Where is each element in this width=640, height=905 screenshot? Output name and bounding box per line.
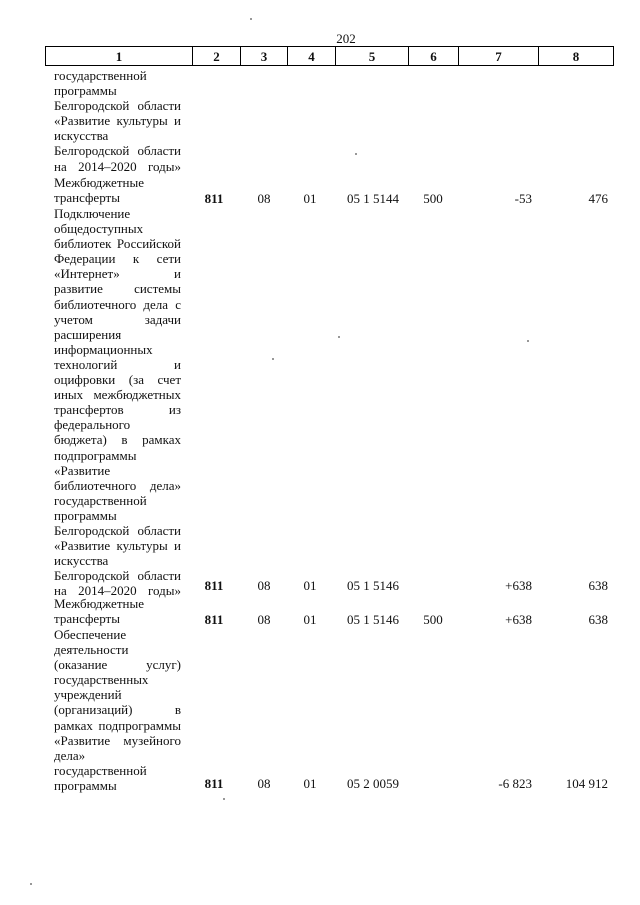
cell-subsection: 01 [303, 776, 317, 791]
scan-speck [250, 18, 252, 20]
description-line: общедоступных [54, 221, 144, 237]
cell-target-article: 05 1 5144 [347, 191, 399, 206]
description-line: на 2014–2020 годы» [54, 158, 181, 174]
row-description [54, 175, 181, 205]
description-line: подпрограммы [54, 447, 137, 463]
cell-ministry-code: 811 [204, 191, 224, 206]
cell-subsection: 01 [303, 578, 317, 593]
description-line: «Развитие музейного [54, 732, 181, 748]
description-line: «Развитие культуры и [54, 538, 181, 554]
description-line: деятельности [54, 642, 129, 658]
header-col-7: 7 [458, 46, 538, 66]
description-line: Межбюджетные [54, 175, 144, 190]
description-line: программы [54, 83, 117, 99]
cell-ministry-code: 811 [204, 776, 224, 791]
cell-amount: 104 912 [565, 776, 608, 791]
row-description [54, 68, 181, 174]
description-line: библиотечного дела» [54, 477, 181, 493]
cell-section: 08 [257, 612, 271, 627]
cell-change: +638 [505, 612, 532, 627]
scan-speck [527, 340, 529, 342]
cell-change: -53 [514, 191, 532, 206]
description-line: программы [54, 507, 117, 523]
scan-speck [338, 336, 340, 338]
description-line: библиотек Российской [54, 236, 181, 252]
description-line: трансферты [54, 611, 120, 627]
header-col-2: 2 [192, 46, 240, 66]
description-line: учреждений [54, 687, 122, 703]
cell-expense-type: 500 [423, 612, 443, 627]
scan-speck [223, 798, 225, 800]
description-line: рамках подпрограммы [54, 717, 181, 733]
cell-section: 08 [257, 776, 271, 791]
row-description [54, 596, 181, 626]
description-line: федерального [54, 417, 131, 433]
description-line: Межбюджетные [54, 596, 144, 611]
description-line: иных межбюджетных [54, 387, 181, 403]
description-line: государственных [54, 672, 149, 688]
header-col-6: 6 [408, 46, 458, 66]
cell-section: 08 [257, 191, 271, 206]
description-line: Обеспечение [54, 627, 127, 642]
cell-expense-type: 500 [423, 191, 443, 206]
description-line: учетом задачи [54, 311, 181, 327]
cell-amount: 638 [588, 612, 608, 627]
description-line: (организаций) в [54, 702, 181, 718]
cell-amount: 476 [588, 191, 608, 206]
cell-ministry-code: 811 [204, 578, 224, 593]
cell-target-article: 05 1 5146 [347, 578, 399, 593]
header-col-3: 3 [240, 46, 287, 66]
cell-amount: 638 [588, 578, 608, 593]
description-line: Белгородской области [54, 143, 181, 159]
description-line: «Интернет» и [54, 266, 181, 282]
header-col-1: 1 [45, 46, 192, 66]
description-line: государственной [54, 492, 147, 508]
description-line: Белгородской области [54, 522, 181, 538]
header-col-4: 4 [287, 46, 335, 66]
cell-section: 08 [257, 578, 271, 593]
description-line: государственной [54, 68, 147, 83]
row-description [54, 627, 181, 793]
cell-change: +638 [505, 578, 532, 593]
header-col-8: 8 [538, 46, 614, 66]
description-line: расширения [54, 326, 122, 342]
description-line: программы [54, 777, 117, 793]
description-line: (оказание услуг) [54, 657, 181, 673]
cell-target-article: 05 1 5146 [347, 612, 399, 627]
description-line: трансфертов из [54, 402, 181, 418]
cell-subsection: 01 [303, 191, 317, 206]
description-line: технологий и [54, 356, 181, 372]
scan-speck [30, 883, 32, 885]
description-line: Белгородской области [54, 568, 181, 584]
description-line: дела» [54, 747, 86, 763]
description-line: трансферты [54, 190, 120, 206]
description-line: искусства [54, 553, 109, 569]
cell-change: -6 823 [498, 776, 532, 791]
description-line: оцифровки (за счет [54, 372, 181, 388]
description-line: Белгородской области [54, 98, 181, 114]
cell-ministry-code: 811 [204, 612, 224, 627]
scan-speck [272, 358, 274, 360]
description-line: библиотечного дела с [54, 296, 181, 312]
description-line: искусства [54, 128, 109, 144]
description-line: «Развитие [54, 462, 111, 478]
scan-speck [355, 153, 357, 155]
description-line: Федерации к сети [54, 251, 181, 267]
header-col-5: 5 [335, 46, 408, 66]
description-line: на 2014–2020 годы» [54, 583, 181, 599]
description-line: информационных [54, 341, 153, 357]
cell-subsection: 01 [303, 612, 317, 627]
description-line: государственной [54, 762, 147, 778]
page-number: 202 [336, 31, 356, 46]
description-line: Подключение [54, 206, 131, 221]
cell-target-article: 05 2 0059 [347, 776, 399, 791]
description-line: бюджета) в рамках [54, 432, 181, 448]
row-description [54, 206, 181, 598]
description-line: «Развитие культуры и [54, 113, 181, 129]
description-line: развитие системы [54, 281, 181, 297]
